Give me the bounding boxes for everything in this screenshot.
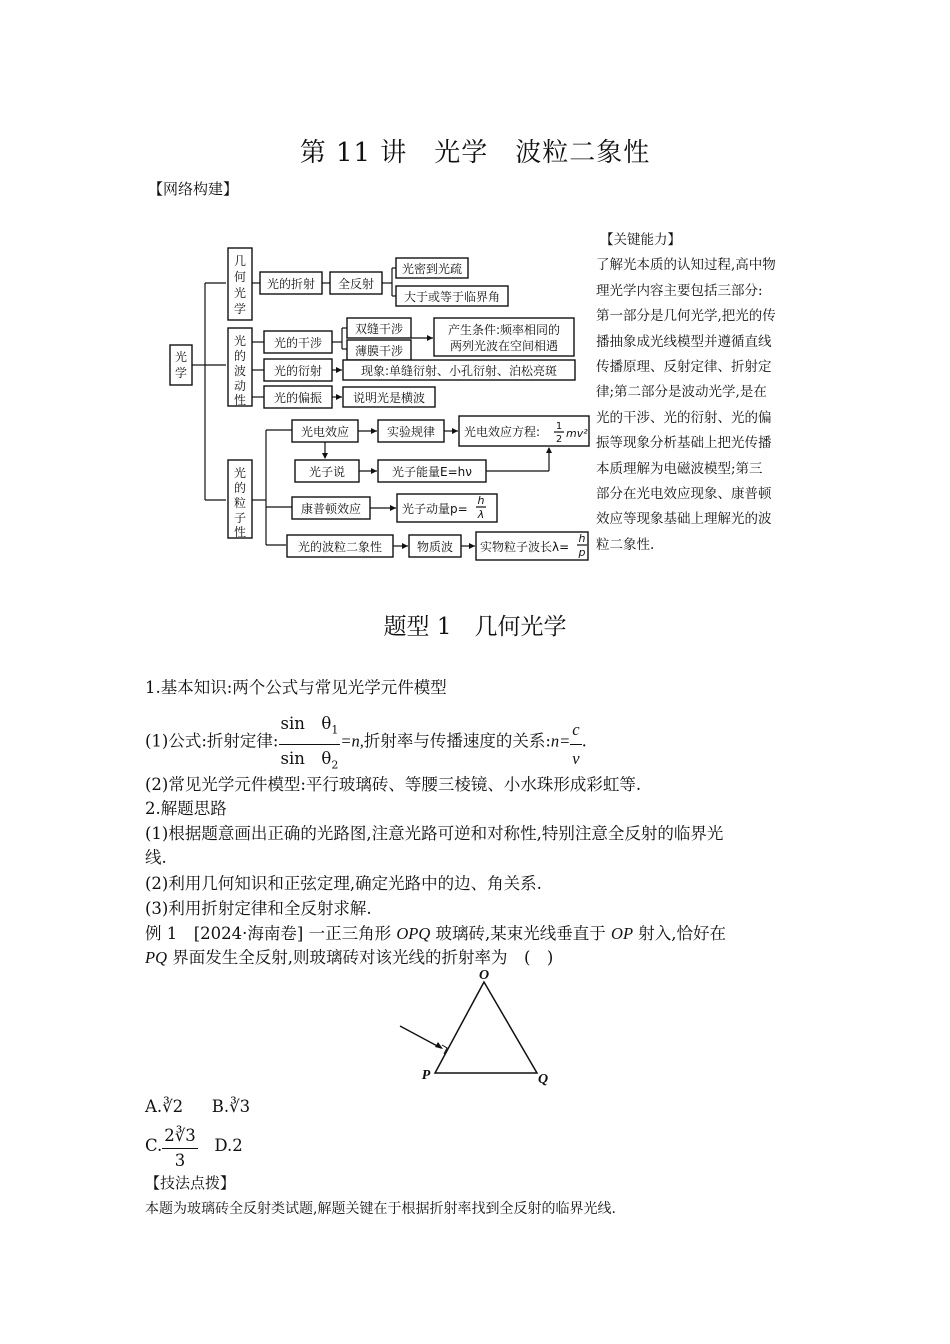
node-matter-wave: 物质波 bbox=[416, 540, 454, 554]
svg-text:光: 光 bbox=[233, 466, 247, 480]
para-basic: 1.基本知识:两个公式与常见光学元件模型 bbox=[145, 678, 447, 697]
triangle-opq bbox=[435, 982, 537, 1073]
svg-text:粒: 粒 bbox=[233, 496, 247, 510]
speed-fraction: $\frac{c}{v}$ bbox=[570, 716, 581, 773]
concept-map bbox=[0, 0, 950, 600]
node-diffraction-phenomena: 现象:单缝衍射、小孔衍射、泊松亮斑 bbox=[360, 364, 558, 378]
node-compton: 康普顿效应 bbox=[300, 502, 362, 516]
node-photon-energy: 光子能量E=hν bbox=[392, 465, 472, 479]
node-duality: 光的波粒二象性 bbox=[297, 540, 383, 554]
node-matter-wavelength: 实物粒子波长λ= bbox=[480, 540, 570, 554]
node-photon-theory: 光子说 bbox=[308, 465, 346, 479]
svg-text:光: 光 bbox=[233, 286, 247, 300]
type-heading: 题型 1 几何光学 bbox=[383, 614, 567, 640]
tip-label: 【技法点拨】 bbox=[145, 1174, 236, 1192]
para-step2: (2)利用几何知识和正弦定理,确定光路中的边、角关系. bbox=[145, 874, 542, 893]
node-pe-equation: 光电效应方程: bbox=[464, 425, 541, 439]
svg-text:光: 光 bbox=[233, 334, 247, 348]
svg-text:学: 学 bbox=[233, 302, 247, 316]
label-p: P bbox=[421, 1068, 431, 1083]
tip-text: 本题为玻璃砖全反射类试题,解题关键在于根据折射率找到全反射的临界光线. bbox=[145, 1201, 616, 1217]
root-label-1: 光 bbox=[174, 350, 188, 364]
option-a[interactable]: A.∛2 bbox=[145, 1097, 184, 1116]
node-transverse: 说明光是横波 bbox=[352, 391, 426, 405]
key-ability bbox=[596, 228, 776, 558]
node-total-reflection: 全反射 bbox=[337, 277, 375, 291]
para-step3: (3)利用折射定律和全反射求解. bbox=[145, 899, 372, 918]
node-dense-to-sparse: 光密到光疏 bbox=[401, 262, 463, 276]
para-step1a: (1)根据题意画出正确的光路图,注意光路可逆和对称性,特别注意全反射的临界光 bbox=[145, 824, 724, 843]
svg-text:的: 的 bbox=[233, 349, 247, 363]
snell-fraction: $\frac{\sin \theta_1}{\sin \theta_2}$ bbox=[279, 710, 341, 780]
root-label-2: 学 bbox=[174, 366, 188, 380]
key-ability-text: 了解光本质的认知过程,高中物理光学内容主要包括三部分:第一部分是几何光学,把光的传播抽象成光线模型并遵循直线传播原理、反射定律、折射定律;第二部分是波动光学,是在光的干涉、光的衍射、光的偏振等现象分析基础上把光传播本质理解为电磁波模型;第三部分在光电效应现象、康普顿效应等现象基础上理解光的波粒二象性. bbox=[596, 257, 776, 553]
node-refraction: 光的折射 bbox=[266, 277, 316, 291]
svg-text:波: 波 bbox=[233, 364, 247, 378]
node-condition-2: 两列光波在空间相遇 bbox=[449, 339, 559, 353]
network-label: 【网络构建】 bbox=[148, 180, 239, 198]
node-condition-1: 产生条件:频率相同的 bbox=[447, 323, 561, 337]
node-thin-film: 薄膜干涉 bbox=[354, 344, 404, 358]
light-ray bbox=[400, 1026, 441, 1048]
node-diffraction: 光的衍射 bbox=[273, 364, 323, 378]
node-exp-law: 实验规律 bbox=[386, 425, 436, 439]
svg-text:几: 几 bbox=[233, 254, 247, 268]
key-ability-label: 【关键能力】 bbox=[600, 232, 681, 248]
example-line1: 例 1 [2024·海南卷] 一正三角形 OPQ 玻璃砖,某束光线垂直于 OP 射入,恰好在 bbox=[145, 924, 727, 943]
svg-text:h: h bbox=[578, 532, 586, 545]
svg-text:p: p bbox=[578, 546, 586, 559]
node-double-slit: 双缝干涉 bbox=[354, 322, 404, 336]
svg-text:1: 1 bbox=[555, 421, 563, 432]
page-title: 第 11 讲 光学 波粒二象性 bbox=[299, 138, 651, 168]
svg-text:h: h bbox=[477, 494, 485, 507]
para-models: (2)常见光学元件模型:平行玻璃砖、等腰三棱镜、小水珠形成彩虹等. bbox=[145, 775, 642, 794]
triangle-figure bbox=[390, 965, 560, 1090]
svg-text:λ: λ bbox=[477, 508, 485, 521]
options-ab bbox=[145, 1095, 250, 1119]
svg-text:mv²: mv² bbox=[566, 427, 588, 440]
svg-text:性: 性 bbox=[233, 393, 247, 407]
svg-text:子: 子 bbox=[233, 511, 247, 525]
node-interference: 光的干涉 bbox=[273, 336, 323, 350]
formula-line: (1)公式:折射定律: $\frac{\sin \theta_1}{\sin \theta_2}$ =n,折射率与传播速度的关系:n= $\frac{c}{v}$ . bbox=[145, 704, 587, 780]
node-critical-angle: 大于或等于临界角 bbox=[403, 290, 501, 304]
option-c[interactable]: C. $\frac{2∛3}{3}$ bbox=[145, 1126, 196, 1170]
svg-text:性: 性 bbox=[233, 525, 247, 539]
para-step1b: 线. bbox=[145, 848, 167, 867]
label-o: O bbox=[478, 968, 490, 983]
svg-text:动: 动 bbox=[233, 379, 247, 393]
option-d[interactable]: D.2 bbox=[214, 1136, 243, 1155]
para-approach: 2.解题思路 bbox=[145, 799, 227, 818]
svg-text:的: 的 bbox=[233, 481, 247, 495]
example-line2: PQ 界面发生全反射,则玻璃砖对该光线的折射率为 ( ) bbox=[145, 948, 554, 967]
option-b[interactable]: B.∛3 bbox=[211, 1097, 251, 1116]
node-photon-momentum: 光子动量p= bbox=[402, 502, 468, 516]
node-polarization: 光的偏振 bbox=[273, 391, 323, 405]
svg-text:2: 2 bbox=[555, 434, 563, 445]
label-q: Q bbox=[537, 1072, 549, 1087]
options-cd bbox=[145, 1120, 243, 1173]
node-photoelectric: 光电效应 bbox=[300, 425, 350, 439]
svg-text:何: 何 bbox=[233, 270, 247, 284]
